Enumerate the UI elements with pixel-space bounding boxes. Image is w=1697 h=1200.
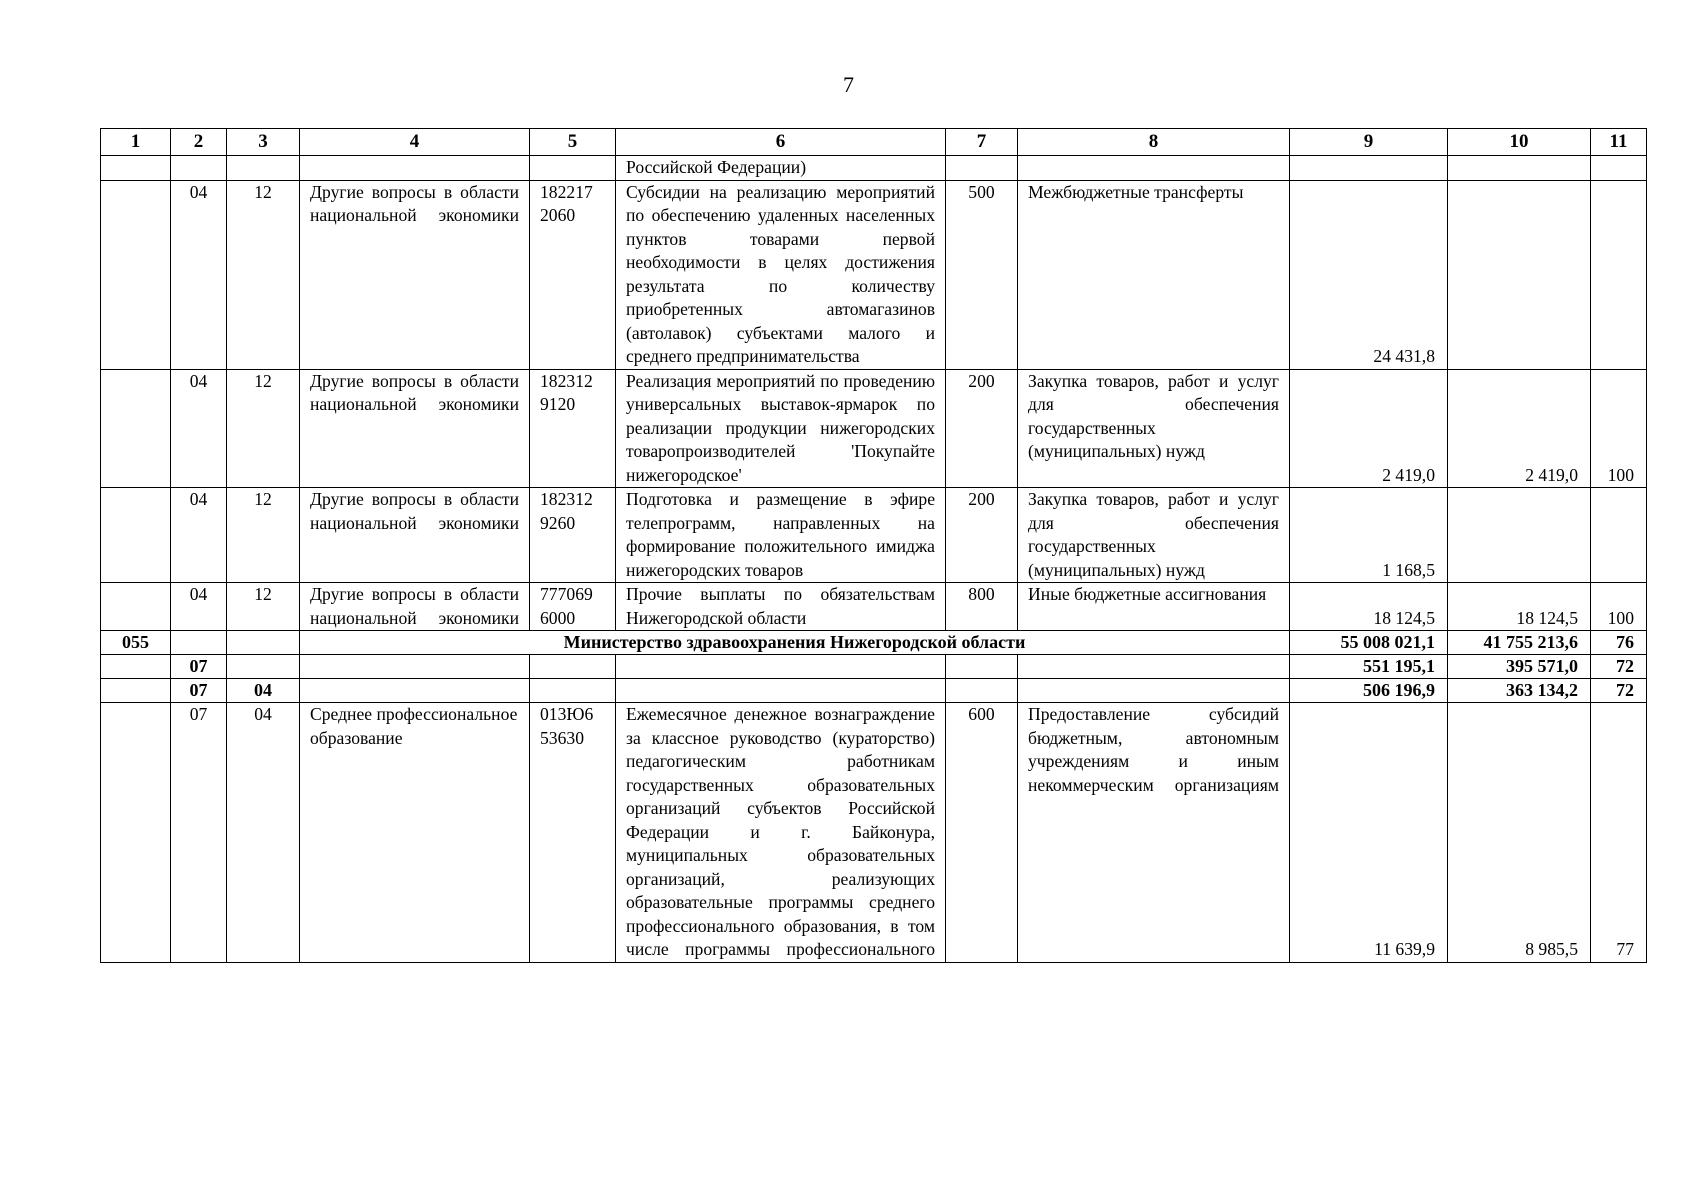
cell-planned: 55 008 021,1 <box>1290 631 1448 655</box>
column-header: 2 <box>171 129 227 156</box>
cell-target-name: Подготовка и размещение в эфире телепрограмм, направленных на формирование положительного имиджа нижегородских товаров <box>616 488 946 583</box>
cell-empty <box>1018 655 1290 679</box>
cell-target-code: 182312 9260 <box>530 488 616 583</box>
cell-planned <box>1290 156 1448 181</box>
cell-ministry-code: 055 <box>101 631 171 655</box>
cell-section: 04 <box>171 180 227 369</box>
table-row <box>101 369 1647 488</box>
cell-empty <box>616 679 946 703</box>
cell-expense-type: 500 <box>946 180 1018 369</box>
subsection-row <box>101 679 1647 703</box>
cell-executed <box>1448 180 1591 369</box>
cell-expense-name: Иные бюджетные ассигнования <box>1018 583 1290 631</box>
cell-expense-type: 200 <box>946 369 1018 488</box>
column-header: 5 <box>530 129 616 156</box>
column-header: 3 <box>227 129 300 156</box>
cell-expense-type: 600 <box>946 703 1018 963</box>
cell-empty <box>171 631 227 655</box>
cell-target-code: 013Ю6 53630 <box>530 703 616 963</box>
cell-empty <box>616 655 946 679</box>
cell-planned: 506 196,9 <box>1290 679 1448 703</box>
cell-subsection: 12 <box>227 180 300 369</box>
cell-subsection <box>227 156 300 181</box>
cell-empty <box>946 679 1018 703</box>
cell-rz <box>101 703 171 963</box>
table-row <box>101 156 1647 181</box>
cell-percent: 76 <box>1591 631 1647 655</box>
cell-target-code: 182312 9120 <box>530 369 616 488</box>
cell-expense-name <box>1018 156 1290 181</box>
cell-planned: 2 419,0 <box>1290 369 1448 488</box>
cell-section <box>171 156 227 181</box>
cell-empty <box>227 631 300 655</box>
cell-executed: 41 755 213,6 <box>1448 631 1591 655</box>
cell-percent <box>1591 488 1647 583</box>
cell-section-name: Другие вопросы в области национальной экономики <box>300 583 530 631</box>
cell-section-name: Другие вопросы в области национальной экономики <box>300 488 530 583</box>
cell-executed: 18 124,5 <box>1448 583 1591 631</box>
column-header: 9 <box>1290 129 1448 156</box>
cell-subsection: 12 <box>227 369 300 488</box>
column-header: 6 <box>616 129 946 156</box>
cell-empty <box>300 679 530 703</box>
column-header: 8 <box>1018 129 1290 156</box>
table-row <box>101 583 1647 631</box>
column-header: 4 <box>300 129 530 156</box>
cell-target-code: 182217 2060 <box>530 180 616 369</box>
cell-expense-type: 800 <box>946 583 1018 631</box>
cell-section: 04 <box>171 369 227 488</box>
header-row <box>101 129 1647 156</box>
cell-target-name: Реализация мероприятий по проведению универсальных выставок-ярмарок по реализации продукции нижегородских товаропроизводителей 'Покупайте нижегородское' <box>616 369 946 488</box>
cell-rz <box>101 156 171 181</box>
cell-percent: 77 <box>1591 703 1647 963</box>
table-row <box>101 488 1647 583</box>
cell-empty <box>101 679 171 703</box>
cell-target-code <box>530 156 616 181</box>
cell-percent: 100 <box>1591 583 1647 631</box>
cell-executed: 8 985,5 <box>1448 703 1591 963</box>
cell-empty <box>530 679 616 703</box>
cell-percent <box>1591 180 1647 369</box>
table-row <box>101 703 1647 963</box>
cell-executed <box>1448 488 1591 583</box>
cell-executed: 395 571,0 <box>1448 655 1591 679</box>
cell-executed: 363 134,2 <box>1448 679 1591 703</box>
column-header: 10 <box>1448 129 1591 156</box>
cell-planned: 551 195,1 <box>1290 655 1448 679</box>
cell-planned: 11 639,9 <box>1290 703 1448 963</box>
column-header: 11 <box>1591 129 1647 156</box>
cell-expense-type <box>946 156 1018 181</box>
cell-section-name: Среднее профессиональное образование <box>300 703 530 963</box>
cell-rz <box>101 583 171 631</box>
cell-subsection: 12 <box>227 488 300 583</box>
cell-percent: 100 <box>1591 369 1647 488</box>
cell-rz <box>101 369 171 488</box>
cell-section-name <box>300 156 530 181</box>
cell-planned: 24 431,8 <box>1290 180 1448 369</box>
cell-section-name: Другие вопросы в области национальной экономики <box>300 180 530 369</box>
section-row <box>101 655 1647 679</box>
cell-empty <box>1018 679 1290 703</box>
ministry-row <box>101 631 1647 655</box>
cell-expense-name: Межбюджетные трансферты <box>1018 180 1290 369</box>
cell-empty <box>300 655 530 679</box>
cell-planned: 18 124,5 <box>1290 583 1448 631</box>
cell-percent: 72 <box>1591 679 1647 703</box>
cell-expense-name: Закупка товаров, работ и услуг для обеспечения государственных (муниципальных) нужд <box>1018 488 1290 583</box>
cell-percent: 72 <box>1591 655 1647 679</box>
cell-rz <box>101 180 171 369</box>
cell-empty <box>946 655 1018 679</box>
cell-rz <box>101 488 171 583</box>
column-header: 7 <box>946 129 1018 156</box>
cell-target-name: Российской Федерации) <box>616 156 946 181</box>
cell-subsection: 04 <box>227 703 300 963</box>
cell-target-name: Прочие выплаты по обязательствам Нижегородской области <box>616 583 946 631</box>
cell-planned: 1 168,5 <box>1290 488 1448 583</box>
column-header: 1 <box>101 129 171 156</box>
cell-empty <box>227 655 300 679</box>
cell-section: 07 <box>171 703 227 963</box>
cell-target-name: Субсидии на реализацию мероприятий по обеспечению удаленных населенных пунктов товарами первой необходимости в целях достижения результата по количеству приобретенных автомагазинов (автолавок) субъектами малого и среднего предпринимательства <box>616 180 946 369</box>
cell-expense-type: 200 <box>946 488 1018 583</box>
cell-empty <box>101 655 171 679</box>
cell-section: 07 <box>171 655 227 679</box>
cell-percent <box>1591 156 1647 181</box>
cell-expense-name: Предоставление субсидий бюджетным, автономным учреждениям и иным некоммерческим организациям <box>1018 703 1290 963</box>
cell-target-name: Ежемесячное денежное вознаграждение за классное руководство (кураторство) педагогическим работникам государственных образовательных организаций субъектов Российской Федерации и г. Байконура, муниципальных образовательных организаций, реализующих образовательные программы среднего профессионального образования, в том числе программы профессионального <box>616 703 946 963</box>
cell-section: 07 <box>171 679 227 703</box>
cell-target-code: 777069 6000 <box>530 583 616 631</box>
ministry-title: Министерство здравоохранения Нижегородской области <box>300 631 1290 655</box>
cell-subsection: 04 <box>227 679 300 703</box>
cell-empty <box>530 655 616 679</box>
cell-section: 04 <box>171 583 227 631</box>
page-number: 7 <box>843 72 854 97</box>
table-row <box>101 180 1647 369</box>
cell-section: 04 <box>171 488 227 583</box>
cell-expense-name: Закупка товаров, работ и услуг для обеспечения государственных (муниципальных) нужд <box>1018 369 1290 488</box>
cell-section-name: Другие вопросы в области национальной экономики <box>300 369 530 488</box>
cell-subsection: 12 <box>227 583 300 631</box>
cell-executed: 2 419,0 <box>1448 369 1591 488</box>
budget-table <box>100 128 1647 963</box>
cell-executed <box>1448 156 1591 181</box>
